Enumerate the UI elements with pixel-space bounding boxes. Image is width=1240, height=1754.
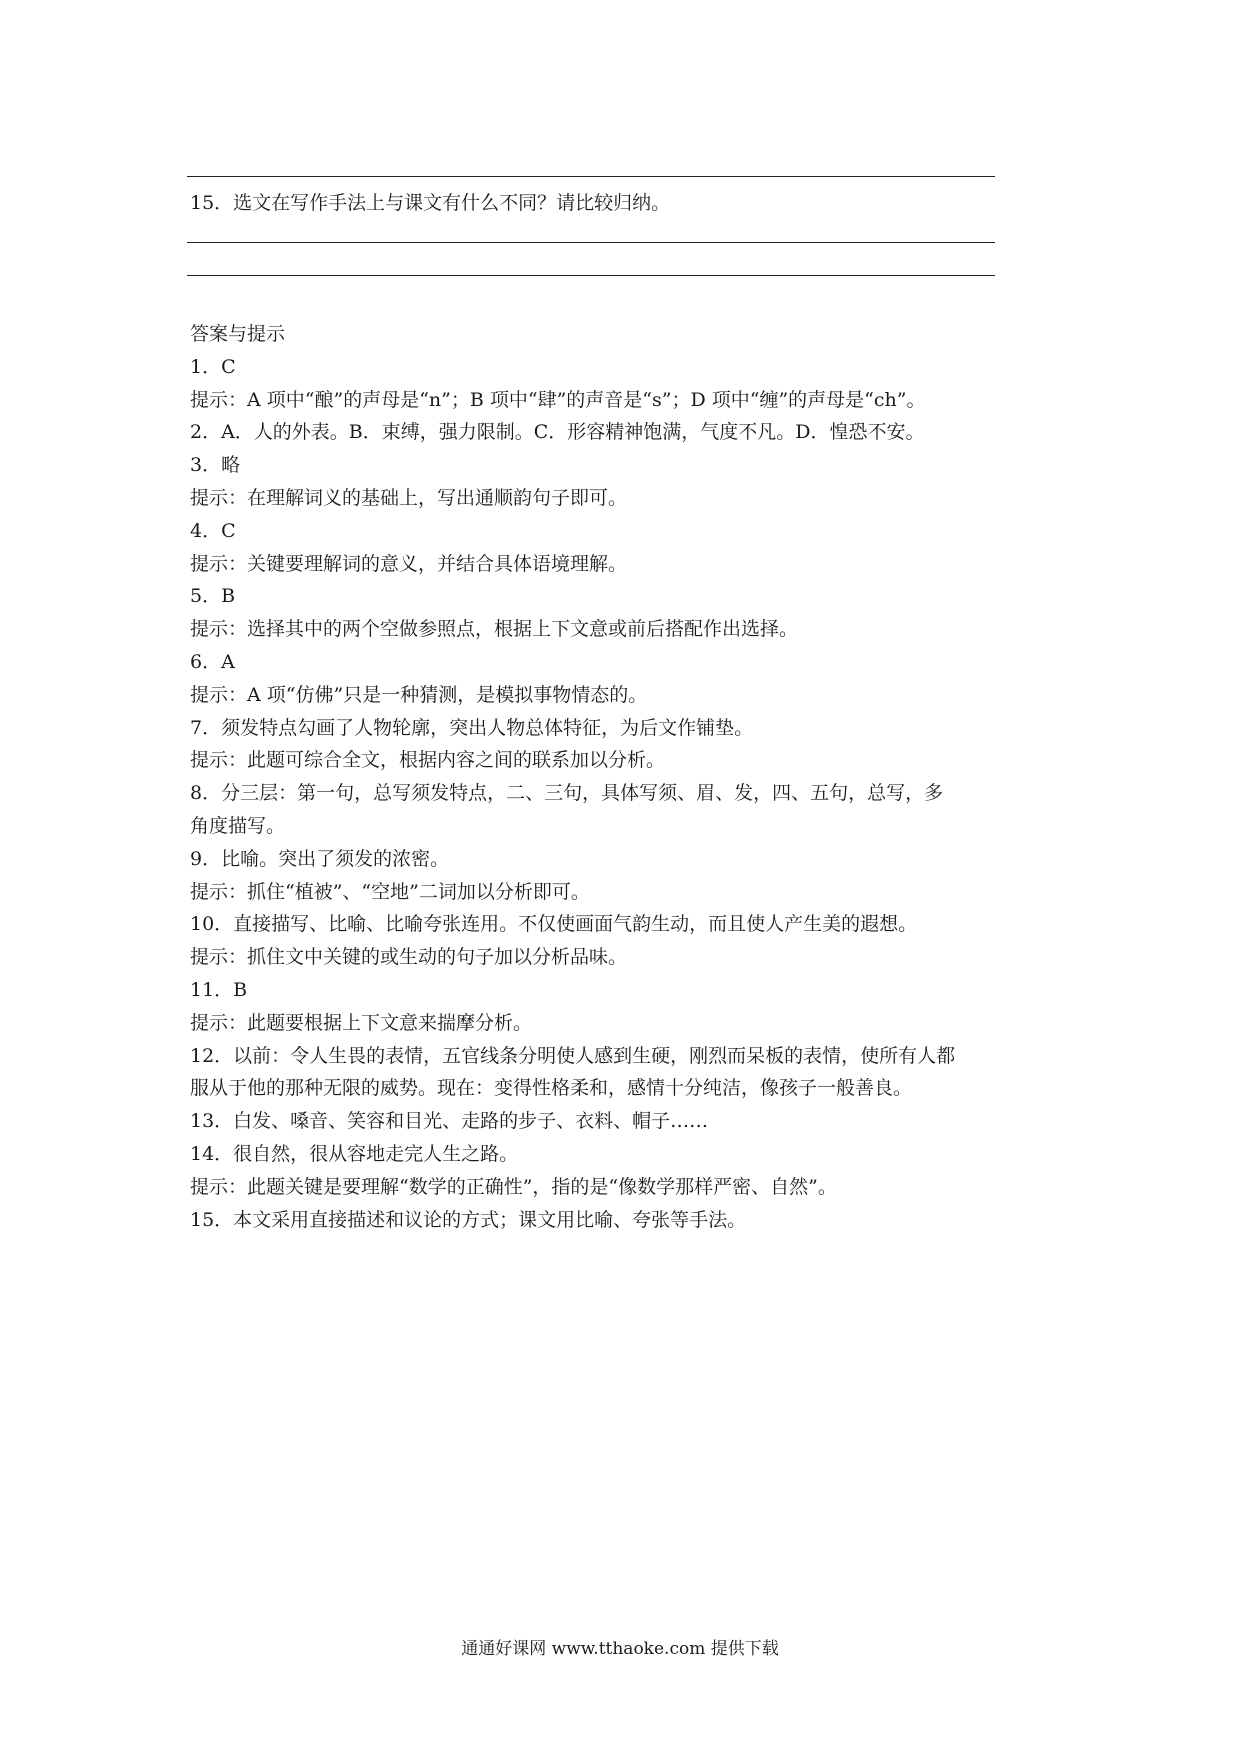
answer-line: 4．C [190,519,236,542]
answers-title: 答案与提示 [190,323,286,345]
answer-line: 提示：A 项“仿佛”只是一种猜测，是模拟事物情态的。 [190,683,648,706]
answer-line: 3．略 [190,454,241,477]
answer-list [190,351,1090,1237]
answer-line: 14．很自然，很从容地走完人生之路。 [190,1142,519,1165]
answer-line: 提示：抓住“植被”、“空地”二词加以分析即可。 [190,880,590,903]
answer-line: 7．须发特点勾画了人物轮廓，突出人物总体特征，为后文作铺垫。 [190,716,754,739]
answer-line: 提示：关键要理解词的意义，并结合具体语境理解。 [190,552,628,575]
answer-line: 提示：选择其中的两个空做参照点，根据上下文意或前后搭配作出选择。 [190,618,799,641]
answer-line: 13．白发、嗓音、笑容和目光、走路的步子、衣料、帽子…… [190,1110,709,1133]
answer-line: 2．A．人的外表。B．束缚，强力限制。C．形容精神饱满，气度不凡。D．惶恐不安。 [190,421,925,444]
answer-line: 6．A [190,650,235,673]
answer-line: 11．B [190,978,248,1001]
answers-section [190,318,1090,1236]
answer-blank-line [187,242,995,243]
answer-line: 1．C [190,355,236,378]
answer-line: 角度描写。 [190,814,286,837]
answer-line: 12．以前：令人生畏的表情，五官线条分明使人感到生硬，刚烈而呆板的表情，使所有人都 [190,1044,956,1067]
answer-line: 5．B [190,585,236,608]
page-footer: 通通好课网 www.tthaoke.com 提供下载 [461,1639,779,1659]
answer-line: 提示：此题要根据上下文意来揣摩分析。 [190,1011,533,1034]
answer-blank-line [187,176,995,177]
question-15: 15．选文在写作手法上与课文有什么不同？请比较归纳。 [190,192,671,214]
answer-blank-line [187,275,995,276]
answer-line: 10．直接描写、比喻、比喻夸张连用。不仅使画面气韵生动，而且使人产生美的遐想。 [190,913,918,936]
answer-line: 提示：A 项中“酿”的声母是“n”；B 项中“肆”的声音是“s”；D 项中“缠”的声母是“ch”。 [190,388,926,411]
answer-line: 提示：在理解词义的基础上，写出通顺韵句子即可。 [190,486,628,509]
answer-line: 8．分三层：第一句，总写须发特点，二、三句，具体写须、眉、发，四、五句，总写，多 [190,782,944,805]
answer-line: 提示：此题可综合全文，根据内容之间的联系加以分析。 [190,749,666,772]
answer-line: 提示：抓住文中关键的或生动的句子加以分析品味。 [190,946,628,969]
answer-line: 提示：此题关键是要理解“数学的正确性”，指的是“像数学那样严密、自然”。 [190,1175,837,1198]
answer-line: 服从于他的那种无限的威势。现在：变得性格柔和，感情十分纯洁，像孩子一般善良。 [190,1077,913,1100]
answer-line: 15．本文采用直接描述和议论的方式；课文用比喻、夸张等手法。 [190,1208,747,1231]
answer-line: 9．比喻。突出了须发的浓密。 [190,847,450,870]
